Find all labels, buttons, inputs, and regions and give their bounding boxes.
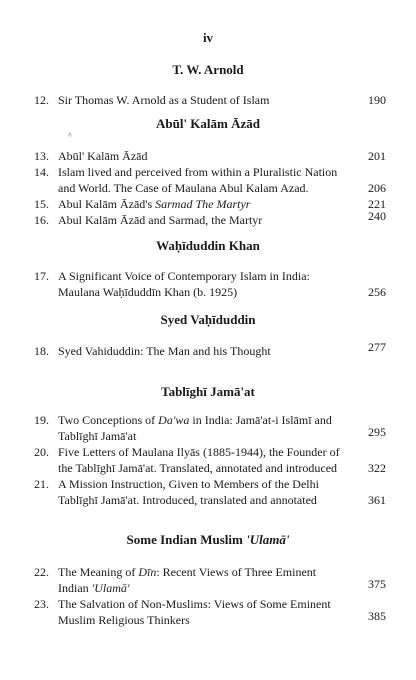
entry-title [58, 268, 388, 300]
entry-title-italic: Sarmad The Martyr [155, 197, 251, 211]
entry-title [58, 164, 388, 196]
entry-number: 15. [34, 197, 49, 211]
entry-number: 22. [34, 565, 49, 579]
entry-title [58, 412, 358, 444]
entry-title-italic: Da'wa [158, 413, 190, 427]
entry-title-line1: Islam lived and perceived from within a Pluralistic Nation [58, 165, 338, 179]
entry-number: 12. [34, 93, 49, 107]
entry-title: Sir Thomas W. Arnold as a Student of Islam [58, 93, 270, 107]
entry-page: 206 [368, 181, 386, 195]
entry-number: 13. [34, 149, 49, 163]
section-title-azad: Abūl' Kalām Āzād [155, 116, 260, 131]
entry-page: 375 [368, 577, 386, 591]
entry-title-text: Indian [58, 581, 92, 595]
entry-title: Abūl' Kalām Āzād [58, 149, 148, 163]
entry-title-line2: the Tablīghī Jamā'at. Translated, annotated and introduced [58, 461, 338, 475]
entry-title-line2: and World. The Case of Maulana Abul Kalam Azad. [58, 181, 309, 195]
entry-number: 16. [34, 213, 49, 227]
entry-title-line2: Maulana Waḥīduddīn Khan (b. 1925) [58, 285, 238, 299]
entry-number: 17. [34, 269, 49, 283]
entry-page: 256 [368, 285, 386, 299]
entry-title-line2: Muslim Religious Thinkers [58, 613, 190, 627]
entry-title-line2: Tablīghī Jamā'at [58, 429, 137, 443]
entry-title-italic: Dīn [138, 565, 157, 579]
entry-title [58, 476, 358, 508]
section-title-vahiduddin: Syed Vaḥīduddin [160, 312, 256, 327]
section-title-tablighi: Tablīghī Jamā'at [161, 384, 255, 399]
entry-title-line1: Five Letters of Maulana Ilyās (1885-1944), the Founder of [58, 445, 340, 459]
entry-title: Abul Kalām Āzād and Sarmad, the Martyr [58, 213, 263, 227]
section-title-italic: 'Ulamā' [246, 532, 290, 547]
entry-page: 201 [368, 149, 386, 163]
entry-title-text: : Recent Views of Three Eminent [156, 565, 317, 579]
entry-title: Syed Vahiduddin: The Man and his Thought [58, 344, 271, 358]
entry-title-text: Abul Kalām Āzād's [58, 197, 156, 211]
entry-title-line1: A Significant Voice of Contemporary Islam in India: [58, 269, 310, 283]
entry-title [58, 564, 358, 596]
entry-title-line2: Tablīghī Jamā'at. Introduced, translated and annotated [58, 493, 317, 507]
page-number: iv [202, 30, 214, 45]
entry-title [58, 444, 358, 476]
entry-page: 361 [368, 493, 386, 507]
entry-page: 221 [368, 197, 386, 211]
entry-title-italic: 'Ulamā' [91, 581, 130, 595]
section-title-wahiduddin: Waḥīduddin Khan [156, 238, 260, 253]
entry-page: 295 [368, 425, 386, 439]
entry-title [58, 596, 358, 628]
section-title-text: Some Indian Muslim [126, 532, 247, 547]
entry-number: 23. [34, 597, 49, 611]
entry-page: 190 [368, 93, 386, 107]
stray-mark: ^ [68, 131, 72, 140]
entry-title-text: Two Conceptions of [58, 413, 159, 427]
entry-number: 18. [34, 344, 49, 358]
section-title-ulama [0, 532, 416, 548]
entry-page: 385 [368, 609, 386, 623]
entry-title [58, 196, 330, 212]
entry-page: 277 [368, 340, 386, 354]
entry-page: 322 [368, 461, 386, 475]
entry-title-line1: A Mission Instruction, Given to Members of the Delhi [58, 477, 319, 491]
entry-title-text: The Meaning of [58, 565, 139, 579]
entry-number: 20. [34, 445, 49, 459]
entry-page: 240 [368, 209, 386, 223]
entry-title-line1: The Salvation of Non-Muslims: Views of Some Eminent [58, 597, 331, 611]
entry-number: 21. [34, 477, 49, 491]
section-title-arnold: T. W. Arnold [172, 62, 244, 77]
entry-number: 14. [34, 165, 49, 179]
entry-number: 19. [34, 413, 49, 427]
entry-title-text: in India: Jamā'at-i Islāmī and [189, 413, 332, 427]
